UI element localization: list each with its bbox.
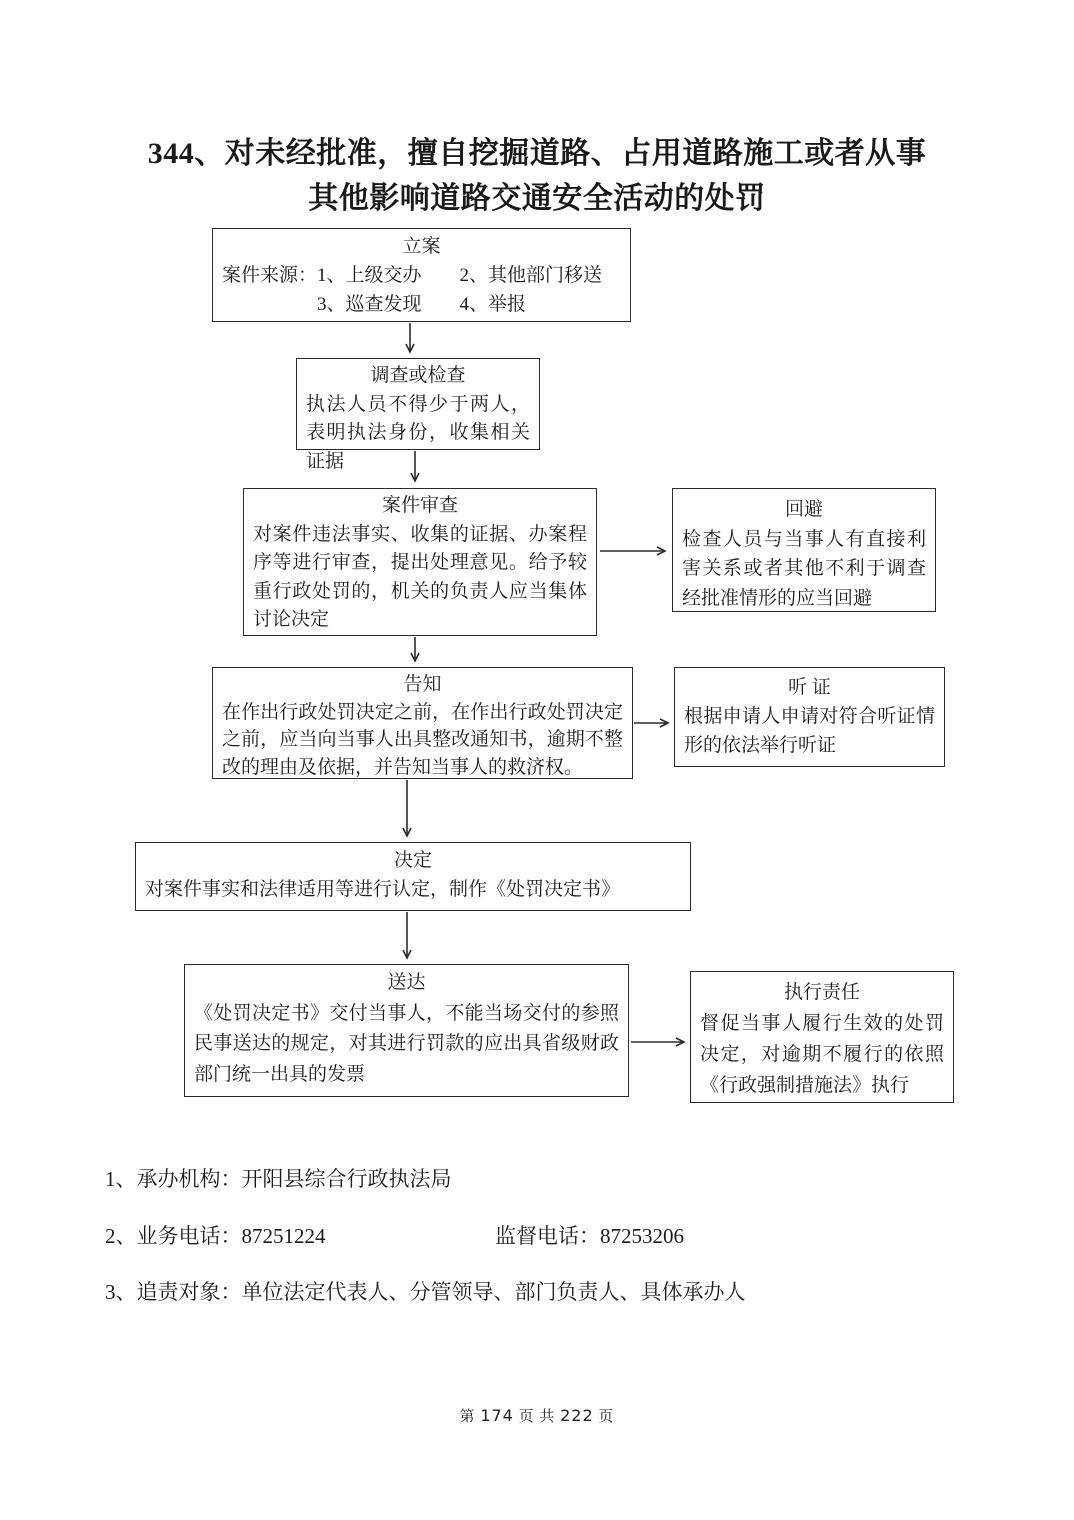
flow-box-notification bbox=[212, 667, 633, 779]
page-title-line2: 其他影响道路交通安全活动的处罚 bbox=[308, 182, 766, 215]
flow-box-hearing bbox=[674, 667, 945, 767]
page-title bbox=[0, 131, 1074, 221]
flow-box-investigation-body: 执法人员不得少于两人，表明执法身份，收集相关证据 bbox=[306, 393, 530, 472]
note-business-phone: 2、业务电话：87251224 bbox=[105, 1224, 326, 1248]
flow-box-decision bbox=[135, 842, 691, 911]
footer-prefix: 第 bbox=[459, 1409, 481, 1425]
flow-box-execution-duty-title: 执行责任 bbox=[783, 982, 860, 1003]
flow-box-case-filing-title: 立案 bbox=[402, 236, 441, 257]
footer-total-pages: 222 bbox=[560, 1406, 594, 1425]
flow-box-delivery-body: 《处罚决定书》交付当事人，不能当场交付的参照民事送达的规定，对其进行罚款的应出具省级财政部门统一出具的发票 bbox=[194, 1002, 619, 1085]
flow-box-investigation bbox=[296, 358, 540, 472]
flow-box-hearing-body: 根据申请人申请对符合听证情形的依法举行听证 bbox=[684, 706, 935, 756]
flow-box-recusal bbox=[672, 488, 936, 612]
flow-box-execution-duty bbox=[690, 971, 954, 1103]
flow-box-case-filing-sources-line2: 3、巡查发现 4、举报 bbox=[316, 294, 526, 315]
flow-box-notification-body: 在作出行政处罚决定之前，在作出行政处罚决定之前，应当向当事人出具整改通知书，逾期不整改的理由及依据，并告知当事人的救济权。 bbox=[222, 701, 623, 778]
footer-suffix: 页 bbox=[593, 1409, 615, 1425]
note-accountability-targets: 3、追责对象：单位法定代表人、分管领导、部门负责人、具体承办人 bbox=[105, 1280, 746, 1304]
flow-box-case-review-body: 对案件违法事实、收集的证据、办案程序等进行审查，提出处理意见。给予较重行政处罚的，机关的负责人应当集体讨论决定 bbox=[253, 523, 587, 630]
flow-box-case-review bbox=[243, 488, 597, 636]
flow-box-execution-duty-body: 督促当事人履行生效的处罚决定，对逾期不履行的依照《行政强制措施法》执行 bbox=[700, 1013, 944, 1096]
flow-box-recusal-title: 回避 bbox=[784, 499, 823, 520]
footer-page-number: 174 bbox=[480, 1406, 514, 1425]
page-footer bbox=[0, 1405, 1074, 1426]
flow-box-hearing-title: 听 证 bbox=[788, 677, 831, 698]
flow-box-delivery bbox=[184, 964, 629, 1097]
flow-box-case-review-title: 案件审查 bbox=[381, 495, 458, 516]
flow-box-recusal-body: 检查人员与当事人有直接利害关系或者其他不利于调查经批准情形的应当回避 bbox=[682, 528, 926, 609]
flow-box-case-filing bbox=[212, 228, 631, 322]
flow-box-case-filing-sources-line1: 案件来源：1、上级交办 2、其他部门移送 bbox=[222, 265, 603, 286]
note-supervision-phone: 监督电话：87253206 bbox=[495, 1224, 684, 1248]
flow-box-notification-title: 告知 bbox=[403, 674, 442, 695]
flow-box-investigation-title: 调查或检查 bbox=[370, 365, 466, 386]
flow-box-decision-body: 对案件事实和法律适用等进行认定，制作《处罚决定书》 bbox=[145, 879, 621, 900]
page-title-line1: 344、对未经批准，擅自挖掘道路、占用道路施工或者从事 bbox=[147, 137, 927, 170]
note-handling-agency: 1、承办机构：开阳县综合行政执法局 bbox=[105, 1167, 452, 1191]
flow-box-delivery-title: 送达 bbox=[387, 972, 426, 993]
footer-middle: 页 共 bbox=[513, 1409, 561, 1425]
flow-box-decision-title: 决定 bbox=[393, 850, 432, 871]
